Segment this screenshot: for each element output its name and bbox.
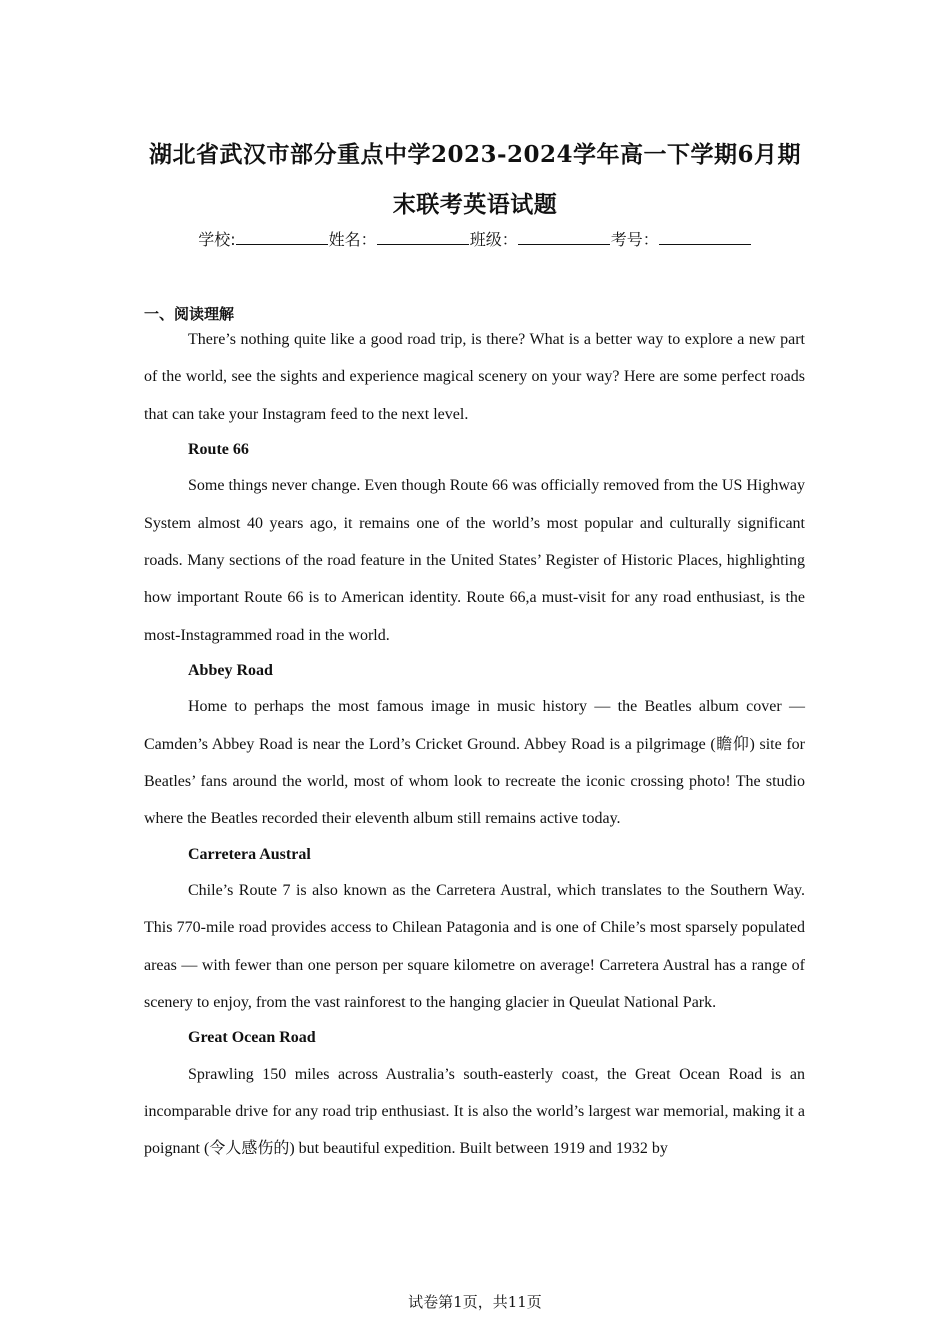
intro-paragraph: There’s nothing quite like a good road trip, is there? What is a better way to explore a new part of the world, see the sights and experience magical scenery on your way? Here are some perfect roads that can take your Instagram feed to the next level. <box>144 331 805 423</box>
abbey-road-paragraph: Home to perhaps the most famous image in music history — the Beatles album cover — Camden’s Abbey Road is near the Lord’s Cricket Ground. Abbey Road is a pilgrimage (瞻仰) site for Beatles’ fans around the world, most of whom look to recreate the iconic crossing photo! The studio where the Beatles recorded their eleventh album still remains active today. <box>144 698 805 828</box>
name-blank <box>377 230 469 245</box>
carretera-austral-paragraph: Chile’s Route 7 is also known as the Carretera Austral, which translates to the Southern Way. This 770-mile road provides access to Chilean Patagonia and is one of Chile’s most sparsely populated areas — with fewer than one person per square kilometre on average! Carretera Austral has a range of scenery to enjoy, from the vast rainforest to the hanging glacier in Queulat National Park. <box>144 882 805 1011</box>
class-blank <box>518 230 610 245</box>
reading-passage <box>144 321 805 1168</box>
student-info-line <box>0 227 950 250</box>
name-label: 姓名： <box>328 230 377 249</box>
route66-heading: Route 66 <box>188 440 249 458</box>
abbey-road-heading: Abbey Road <box>188 661 273 679</box>
school-blank <box>236 230 328 245</box>
carretera-austral-heading: Carretera Austral <box>188 845 311 863</box>
page-footer: 试卷第1页，共11页 <box>408 1293 542 1311</box>
exam-title-line-1: 湖北省武汉市部分重点中学2023-2024学年高一下学期6月期 <box>148 141 802 168</box>
class-label: 班级： <box>469 230 518 249</box>
exam-title-line-2: 末联考英语试题 <box>392 191 558 218</box>
route66-paragraph: Some things never change. Even though Route 66 was officially removed from the US Highway System almost 40 years ago, it remains one of the world’s most popular and culturally significant roads. Many sections of the road feature in the United States’ Register of Historic Places, highlighting how important Route 66 is to American identity. Route 66,a must-visit for any road enthusiast, is the most-Instagrammed road in the world. <box>144 477 805 644</box>
great-ocean-road-paragraph: Sprawling 150 miles across Australia’s south-easterly coast, the Great Ocean Road is an incomparable drive for any road trip enthusiast. It is also the world’s largest war memorial, making it a poignant (令人感伤的) but beautiful expedition. Built between 1919 and 1932 by <box>144 1065 805 1158</box>
section-heading: 一、阅读理解 <box>144 305 235 323</box>
great-ocean-road-heading: Great Ocean Road <box>188 1029 316 1047</box>
school-label: 学校: <box>198 230 236 249</box>
exam-number-label: 考号： <box>610 230 659 249</box>
exam-number-blank <box>659 230 751 245</box>
